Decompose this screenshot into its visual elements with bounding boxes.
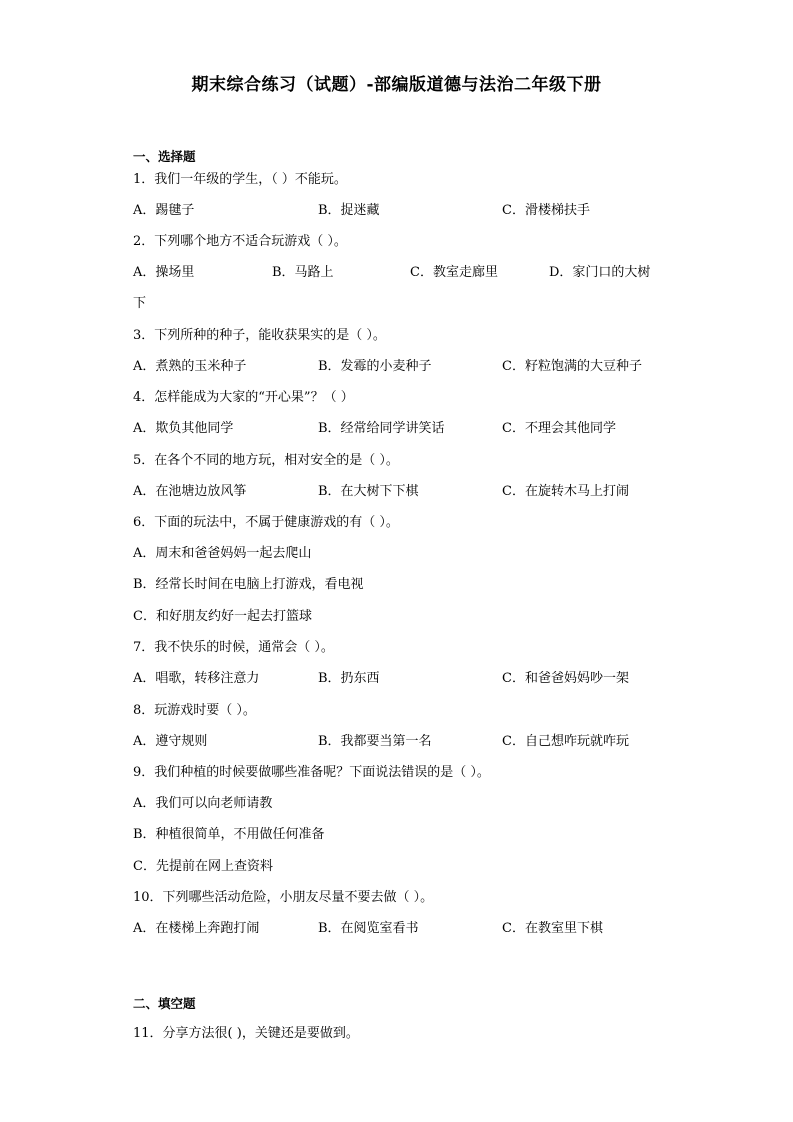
question-7-option-b: B．扔东西	[318, 671, 380, 686]
question-6-option-c: C．和好朋友约好一起去打篮球	[133, 609, 312, 624]
question-4-option-c: C．不理会其他同学	[502, 421, 616, 436]
question-1-option-a: A．踢毽子	[133, 203, 195, 218]
question-3-stem: 3．下列所种的种子，能收获果实的是（ ）。	[133, 328, 386, 343]
section-fill-title: 二、填空题	[133, 996, 196, 1011]
question-5-stem: 5．在各个不同的地方玩，相对安全的是（ ）。	[133, 453, 399, 468]
question-2-option-b: B．马路上	[272, 265, 334, 280]
question-8-option-c: C．自己想咋玩就咋玩	[502, 734, 629, 749]
section-choice-title: 一、选择题	[133, 149, 196, 164]
question-8-option-a: A．遵守规则	[133, 734, 208, 749]
question-2-option-d-continued: 下	[133, 296, 147, 311]
page-title: 期末综合练习（试题）-部编版道德与法治二年级下册	[191, 75, 602, 95]
question-3-option-b: B．发霉的小麦种子	[318, 359, 432, 374]
question-5-option-c: C．在旋转木马上打闹	[502, 484, 629, 499]
question-2-option-a: A．操场里	[133, 265, 195, 280]
question-1-stem: 1．我们一年级的学生，（ ）不能玩。	[133, 172, 347, 187]
question-7-stem: 7．我不快乐的时候，通常会（ ）。	[133, 640, 334, 655]
question-11-stem: 11．分享方法很( )，关键还是要做到。	[133, 1026, 359, 1041]
question-2-stem: 2．下列哪个地方不适合玩游戏（ ）。	[133, 234, 347, 249]
question-6-option-b: B．经常长时间在电脑上打游戏，看电视	[133, 577, 364, 592]
question-8-stem: 8．玩游戏时要（ ）。	[133, 703, 256, 718]
question-9-stem: 9．我们种植的时候要做哪些准备呢？下面说法错误的是（ ）。	[133, 765, 490, 780]
question-7-option-a: A．唱歌，转移注意力	[133, 671, 260, 686]
question-4-option-a: A．欺负其他同学	[133, 421, 234, 436]
question-5-option-a: A．在池塘边放风筝	[133, 484, 247, 499]
question-10-stem: 10．下列哪些活动危险，小朋友尽量不要去做（ ）。	[133, 890, 434, 905]
question-4-stem: 4．怎样能成为大家的“开心果”？（ ）	[133, 390, 354, 405]
question-8-option-b: B．我都要当第一名	[318, 734, 432, 749]
question-9-option-c: C．先提前在网上查资料	[133, 859, 273, 874]
question-3-option-a: A．煮熟的玉米种子	[133, 359, 247, 374]
question-5-option-b: B．在大树下下棋	[318, 484, 419, 499]
question-6-stem: 6．下面的玩法中，不属于健康游戏的有（ ）。	[133, 515, 399, 530]
question-3-option-c: C．籽粒饱满的大豆种子	[502, 359, 642, 374]
question-2-option-d: D．家门口的大树	[549, 265, 651, 280]
question-9-option-b: B．种植很简单，不用做任何准备	[133, 827, 325, 842]
question-1-option-b: B．捉迷藏	[318, 203, 380, 218]
question-2-option-c: C．教室走廊里	[410, 265, 498, 280]
question-1-option-c: C．滑楼梯扶手	[502, 203, 590, 218]
question-6-option-a: A．周末和爸爸妈妈一起去爬山	[133, 546, 312, 561]
question-10-option-b: B．在阅览室看书	[318, 921, 419, 936]
question-10-option-a: A．在楼梯上奔跑打闹	[133, 921, 260, 936]
question-7-option-c: C．和爸爸妈妈吵一架	[502, 671, 629, 686]
question-10-option-c: C．在教室里下棋	[502, 921, 603, 936]
question-9-option-a: A．我们可以向老师请教	[133, 796, 273, 811]
question-4-option-b: B．经常给同学讲笑话	[318, 421, 445, 436]
